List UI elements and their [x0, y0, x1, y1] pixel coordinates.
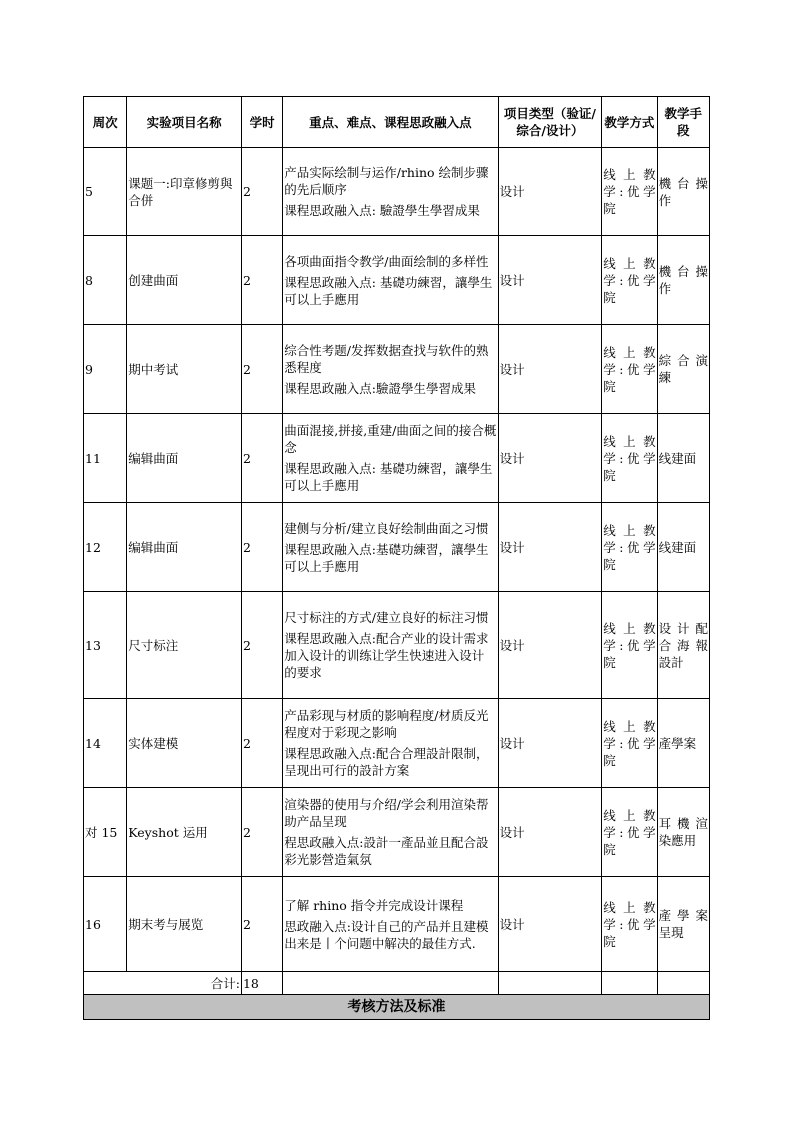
key-point-text: 产品彩现与材质的影响程度/材质反光程度对于彩现之影响 — [284, 708, 489, 740]
project-name-cell: 编辑曲面 — [127, 414, 242, 503]
week-cell: 14 — [84, 699, 127, 788]
total-label: 合计: — [84, 972, 242, 995]
ideology-point-text: 课程思政融入点:配合合理設計限制，呈现出可行的設計方案 — [284, 746, 489, 778]
teaching-form-cell: 线上教学:优学院 — [602, 325, 657, 414]
project-type-cell: 设计 — [498, 503, 602, 592]
project-type-cell: 设计 — [498, 788, 602, 877]
teaching-means-cell: 线建面 — [657, 414, 709, 503]
teaching-form-cell: 线上教学:优学院 — [602, 503, 657, 592]
project-name-cell: Keyshot 运用 — [127, 788, 242, 877]
project-type-cell: 设计 — [498, 414, 602, 503]
course-schedule-table — [83, 96, 710, 1020]
teaching-means-cell: 耳機渲染應用 — [657, 788, 709, 877]
key-point-text: 尺寸标注的方式/建立良好的标注习惯 — [284, 610, 489, 625]
project-name-cell: 创建曲面 — [127, 236, 242, 325]
table-row — [84, 503, 710, 592]
empty-cell — [657, 972, 709, 995]
header-project-type: 项目类型（验证/综合/设计） — [498, 97, 602, 148]
week-cell: 13 — [84, 592, 127, 699]
teaching-form-cell: 线上教学:优学院 — [602, 236, 657, 325]
empty-cell — [498, 972, 602, 995]
table-row — [84, 414, 710, 503]
header-hours: 学时 — [241, 97, 282, 148]
week-cell: 9 — [84, 325, 127, 414]
key-point-text: 渲染器的使用与介绍/学会利用渲染帮助产品呈现 — [284, 797, 489, 829]
section-header-row — [84, 995, 710, 1020]
table-row — [84, 788, 710, 877]
teaching-form-cell: 线上教学:优学院 — [602, 148, 657, 236]
key-point-text: 综合性考题/发挥数据查找与软件的熟悉程度 — [284, 342, 489, 375]
key-point-text: 建侧与分析/建立良好绘制曲面之习惯 — [284, 520, 489, 536]
header-project-name: 实验项目名称 — [127, 97, 242, 148]
teaching-means-cell: 綜合演練 — [657, 325, 709, 414]
table-row — [84, 236, 710, 325]
ideology-point-text: 程思政融入点:設計一產品並且配合設彩光影營造氣氛 — [284, 835, 489, 867]
project-name-cell: 实体建模 — [127, 699, 242, 788]
empty-cell — [602, 972, 657, 995]
ideology-point-text: 课程思政融入点:配合产业的设计需求加入设计的训练让学生快速进入设计的要求 — [284, 631, 489, 680]
project-type-cell: 设计 — [498, 325, 602, 414]
key-points-cell — [283, 148, 498, 236]
teaching-form-cell: 线上教学:优学院 — [602, 877, 657, 972]
project-name-cell: 期中考试 — [127, 325, 242, 414]
ideology-point-text: 课程思政融入点: 基礎功練習，讓學生可以上手應用 — [284, 274, 493, 307]
week-cell: 12 — [84, 503, 127, 592]
teaching-form-cell: 线上教学:优学院 — [602, 592, 657, 699]
ideology-point-text: 课程思政融入点:驗證學生學習成果 — [284, 380, 476, 396]
project-type-cell: 设计 — [498, 877, 602, 972]
table-row — [84, 592, 710, 699]
project-name-cell: 尺寸标注 — [127, 592, 242, 699]
project-type-cell: 设计 — [498, 592, 602, 699]
teaching-form-cell: 线上教学:优学院 — [602, 414, 657, 503]
teaching-form-cell: 线上教学:优学院 — [602, 788, 657, 877]
key-point-text: 曲面混接,拼接,重建/曲面之间的接合概念 — [284, 423, 497, 455]
ideology-point-text: 课程思政融入点: 驗證學生學習成果 — [284, 203, 480, 218]
hours-cell: 2 — [241, 325, 282, 414]
teaching-form-cell: 线上教学:优学院 — [602, 699, 657, 788]
project-type-cell: 设计 — [498, 236, 602, 325]
key-points-cell — [283, 325, 498, 414]
key-point-text: 各项曲面指令教学/曲面绘制的多样性 — [284, 253, 489, 269]
total-hours: 18 — [241, 972, 282, 995]
project-name-cell: 课题一:印章修剪與合併 — [127, 148, 242, 236]
table-header-row — [84, 97, 710, 148]
hours-cell: 2 — [241, 788, 282, 877]
key-points-cell — [283, 699, 498, 788]
ideology-point-text: 思政融入点:设计自己的产品并且建模出来是丨个问题中解决的最佳方式. — [284, 918, 489, 951]
teaching-means-cell: 线建面 — [657, 503, 709, 592]
teaching-means-cell: 设计配合海報設計 — [657, 592, 709, 699]
week-cell: 5 — [84, 148, 127, 236]
hours-cell: 2 — [241, 414, 282, 503]
teaching-means-cell: 機台操作 — [657, 236, 709, 325]
week-cell: 对 15 — [84, 788, 127, 877]
teaching-means-cell: 機台操作 — [657, 148, 709, 236]
project-name-cell: 编辑曲面 — [127, 503, 242, 592]
key-points-cell — [283, 414, 498, 503]
table-row — [84, 148, 710, 236]
teaching-means-cell: 產學案呈現 — [657, 877, 709, 972]
key-points-cell — [283, 788, 498, 877]
total-row — [84, 972, 710, 995]
hours-cell: 2 — [241, 503, 282, 592]
table-row — [84, 877, 710, 972]
key-points-cell — [283, 877, 498, 972]
key-point-text: 了解 rhino 指令并完成设计课程 — [284, 897, 464, 913]
project-name-cell: 期末考与展览 — [127, 877, 242, 972]
hours-cell: 2 — [241, 236, 282, 325]
table-row — [84, 325, 710, 414]
hours-cell: 2 — [241, 148, 282, 236]
table-row — [84, 699, 710, 788]
hours-cell: 2 — [241, 592, 282, 699]
teaching-means-cell: 產學案 — [657, 699, 709, 788]
section-title: 考核方法及标准 — [84, 995, 710, 1020]
ideology-point-text: 课程思政融入点: 基礎功練習，讓學生可以上手應用 — [284, 461, 493, 493]
empty-cell — [283, 972, 498, 995]
project-type-cell: 设计 — [498, 699, 602, 788]
key-points-cell — [283, 503, 498, 592]
header-teaching-means: 教学手段 — [657, 97, 709, 148]
header-week: 周次 — [84, 97, 127, 148]
header-teaching-form: 教学方式 — [602, 97, 657, 148]
hours-cell: 2 — [241, 699, 282, 788]
week-cell: 11 — [84, 414, 127, 503]
week-cell: 8 — [84, 236, 127, 325]
hours-cell: 2 — [241, 877, 282, 972]
project-type-cell: 设计 — [498, 148, 602, 236]
key-point-text: 产品实际绘制与运作/rhino 绘制步骤的先后顺序 — [284, 165, 489, 197]
key-points-cell — [283, 236, 498, 325]
week-cell: 16 — [84, 877, 127, 972]
ideology-point-text: 课程思政融入点:基礎功練習，讓學生可以上手應用 — [284, 541, 489, 574]
header-key-points: 重点、难点、课程思政融入点 — [283, 97, 498, 148]
key-points-cell — [283, 592, 498, 699]
